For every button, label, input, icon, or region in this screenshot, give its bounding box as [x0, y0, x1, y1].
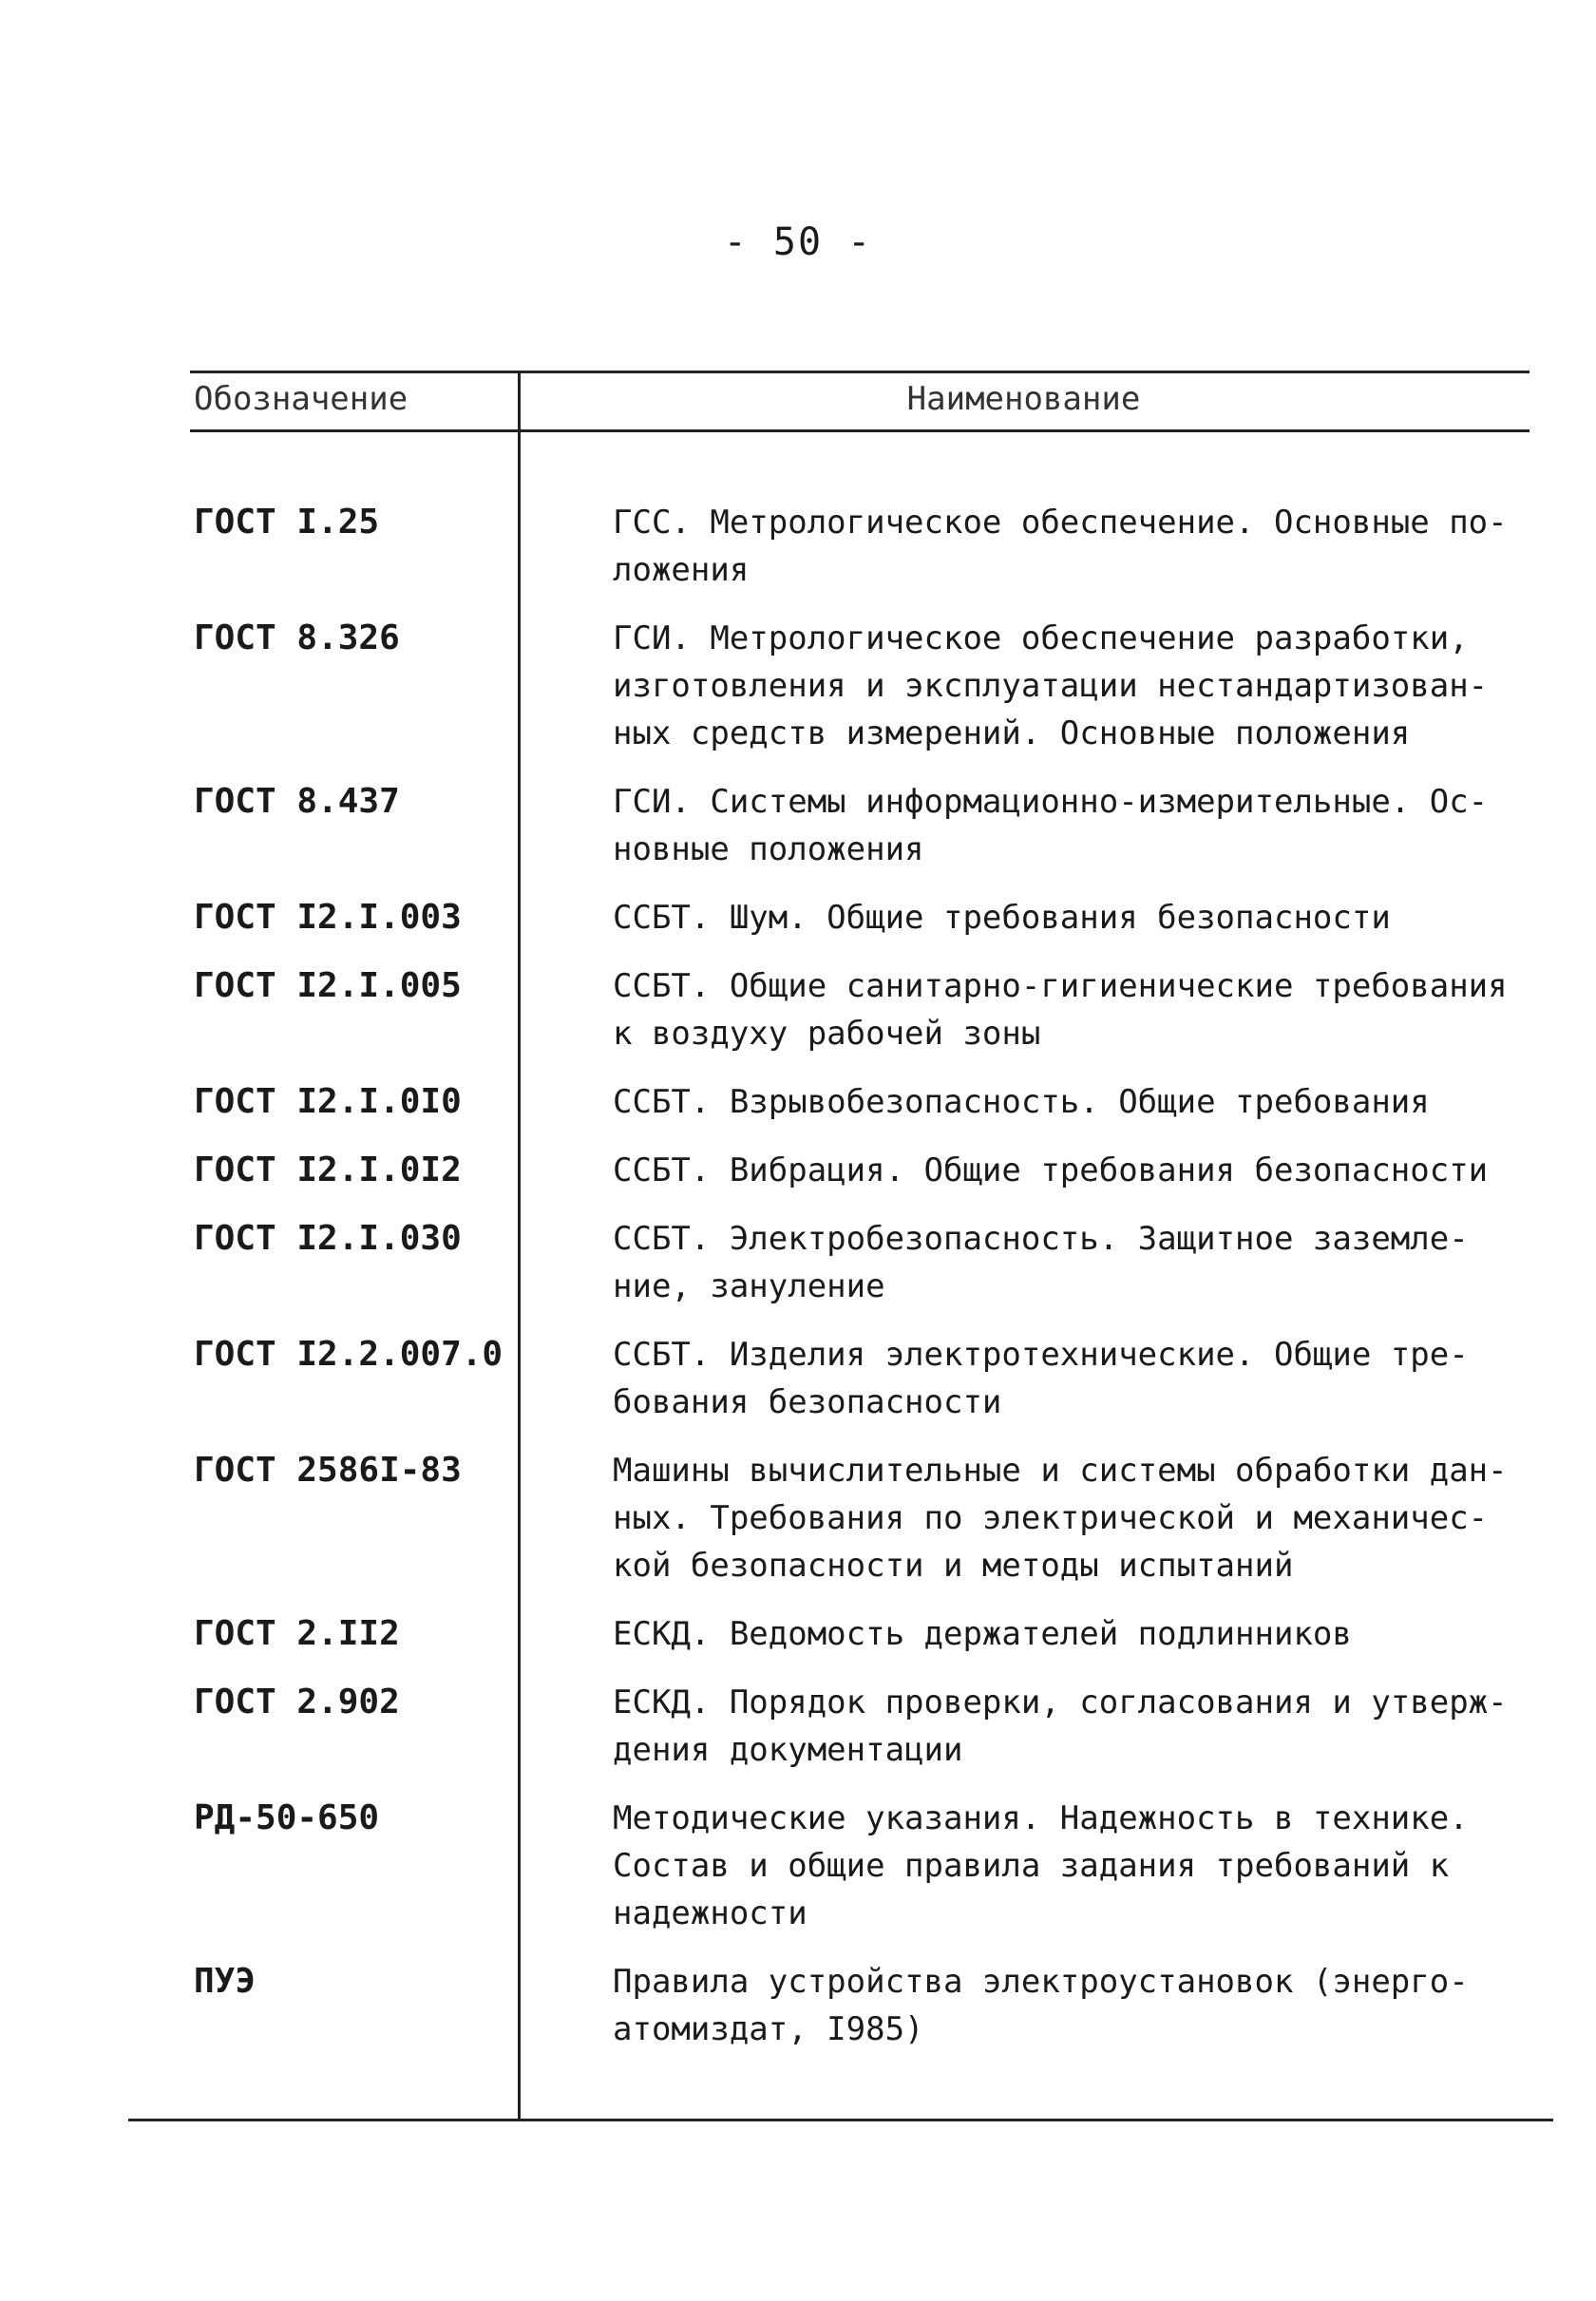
table-bottom-rule — [128, 2119, 1553, 2121]
table-row — [190, 1078, 1548, 1126]
table-row — [190, 615, 1548, 757]
row-name: Методические указания. Надежность в технике. Состав и общие правила задания требований к надежности — [613, 1799, 1469, 1932]
table-row — [190, 1795, 1548, 1937]
row-code: ГОСТ I.25 — [194, 503, 380, 542]
header-name: Наименование — [906, 380, 1141, 418]
row-name: ЕСКД. Ведомость держателей подлинников — [613, 1615, 1352, 1653]
table-body — [190, 499, 1548, 2074]
row-code: ГОСТ I2.I.0I2 — [194, 1150, 462, 1189]
table-row — [190, 1331, 1548, 1426]
row-code: РД-50-650 — [194, 1798, 380, 1837]
row-code: ГОСТ I2.I.030 — [194, 1219, 462, 1258]
row-name: ССБТ. Изделия электротехнические. Общие тре- бования безопасности — [613, 1336, 1469, 1421]
row-name: ГСИ. Системы информационно-измерительные. Ос- новные положения — [613, 783, 1489, 868]
row-name: Правила устройства электроустановок (энерго- атомиздат, I985) — [613, 1963, 1469, 2048]
table-top-rule — [190, 371, 1530, 373]
table-row — [190, 1447, 1548, 1589]
table-row — [190, 1610, 1548, 1658]
table-row — [190, 1147, 1548, 1194]
table-row — [190, 1215, 1548, 1310]
row-code: ГОСТ 8.437 — [194, 782, 400, 821]
row-code: ГОСТ 8.326 — [194, 618, 400, 657]
row-name: ССБТ. Общие санитарно-гигиенические требования к воздуху рабочей зоны — [613, 967, 1508, 1053]
row-code: ГОСТ 2.II2 — [194, 1614, 400, 1653]
row-code: ГОСТ I2.2.007.0 — [194, 1335, 504, 1374]
table-row — [190, 778, 1548, 873]
table-row — [190, 962, 1548, 1057]
table-header-rule — [190, 429, 1530, 432]
standards-table — [190, 371, 1530, 2133]
row-code: ГОСТ I2.I.0I0 — [194, 1082, 462, 1121]
row-name: ССБТ. Электробезопасность. Защитное заземле- ние, зануление — [613, 1220, 1469, 1305]
page-number: - 50 - — [723, 220, 873, 264]
row-code: ГОСТ 2.902 — [194, 1683, 400, 1721]
row-name: ССБТ. Шум. Общие требования безопасности — [613, 899, 1391, 937]
row-name: ЕСКД. Порядок проверки, согласования и утверж- дения документации — [613, 1683, 1508, 1769]
table-row — [190, 499, 1548, 594]
header-designation: Обозначение — [194, 380, 408, 418]
row-code: ГОСТ I2.I.005 — [194, 966, 462, 1005]
table-row — [190, 1958, 1548, 2053]
table-row — [190, 894, 1548, 941]
row-name: ГСИ. Метрологическое обеспечение разработки, изготовления и эксплуатации нестандартизован- ных средств измерений. Основные положения — [613, 619, 1489, 752]
row-code: ПУЭ — [194, 1962, 256, 2001]
row-name: ГСС. Метрологическое обеспечение. Основные по- ложения — [613, 504, 1508, 589]
row-name: ССБТ. Вибрация. Общие требования безопасности — [613, 1151, 1489, 1189]
row-code: ГОСТ I2.I.003 — [194, 898, 462, 937]
row-name: ССБТ. Взрывобезопасность. Общие требования — [613, 1083, 1430, 1121]
row-name: Машины вычислительные и системы обработки дан- ных. Требования по электрической и механичес- кой безопасности и методы испытаний — [613, 1452, 1508, 1585]
table-row — [190, 1679, 1548, 1774]
row-code: ГОСТ 2586I-83 — [194, 1451, 462, 1490]
